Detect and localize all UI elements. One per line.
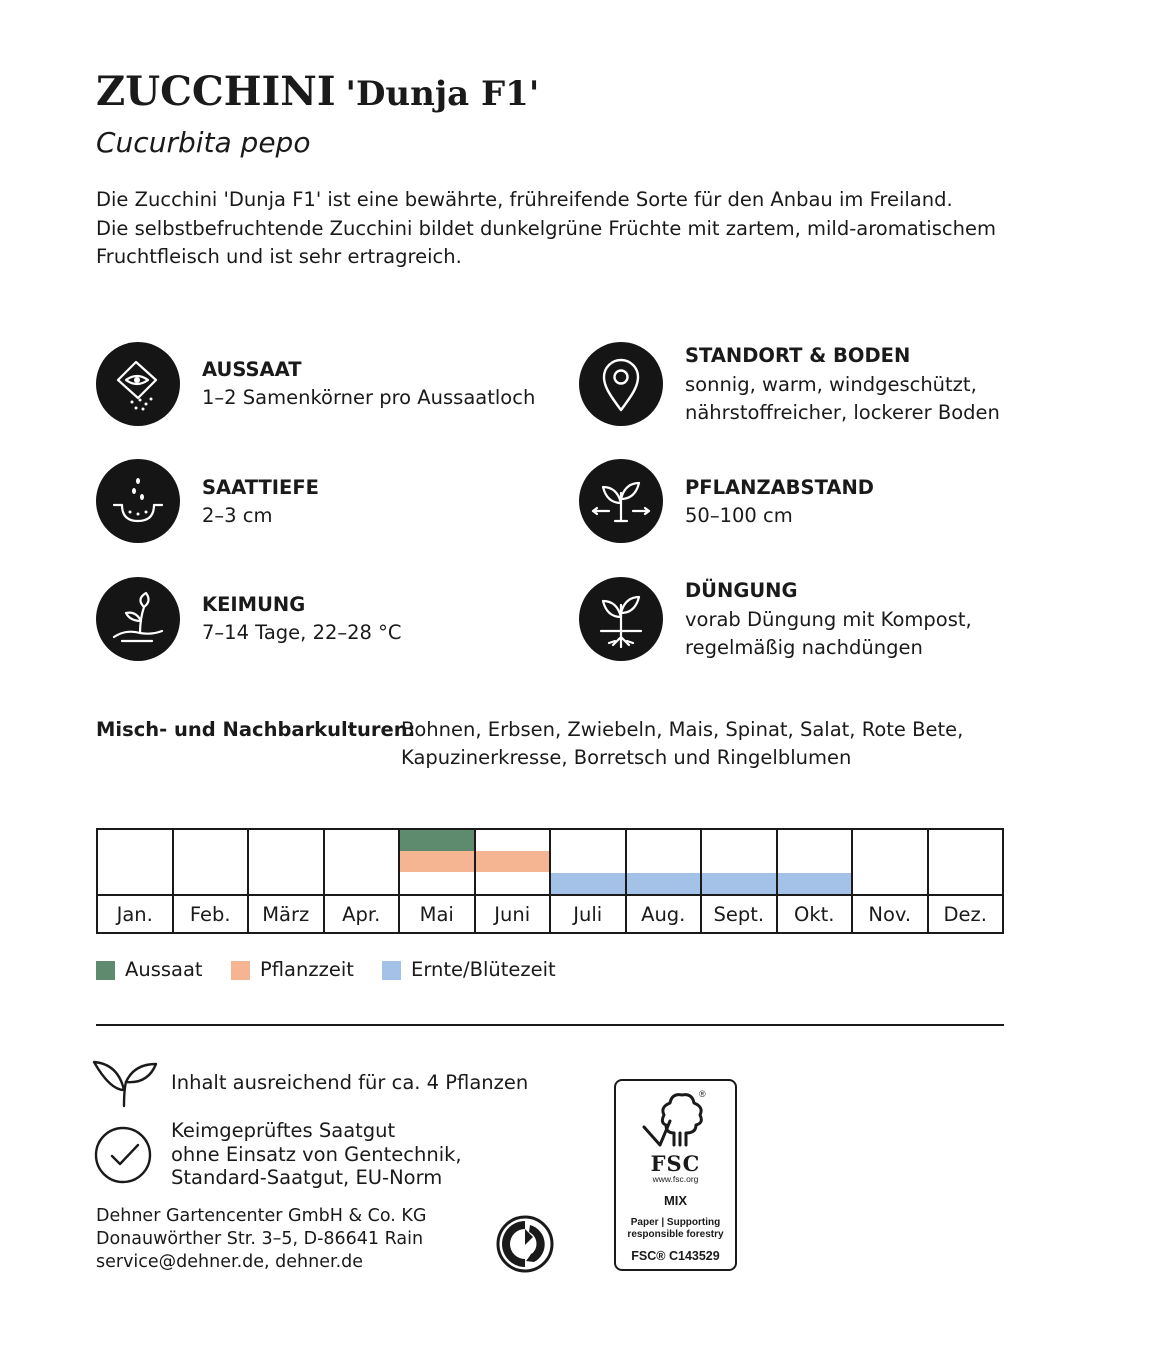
green-dot-icon — [496, 1215, 554, 1277]
calendar-cell — [777, 829, 853, 895]
legend-label: Aussaat — [125, 958, 203, 981]
location-pin-icon — [579, 342, 663, 426]
feature-value: sonnig, warm, windgeschützt, — [685, 373, 977, 396]
feature-pflanzabstand — [579, 459, 1029, 549]
address-line: Dehner Gartencenter GmbH & Co. KG — [96, 1206, 427, 1226]
feature-value: vorab Düngung mit Kompost, — [685, 608, 972, 631]
month-label: Juni — [475, 895, 551, 933]
fsc-code: FSC® C143529 — [631, 1249, 720, 1263]
calendar-bar-ernte — [702, 873, 776, 894]
calendar-cell — [701, 829, 777, 895]
companion-value: Bohnen, Erbsen, Zwiebeln, Mais, Spinat, Salat, Rote Bete, — [401, 718, 964, 741]
month-label: Juli — [550, 895, 626, 933]
calendar-bar-ernte — [551, 873, 625, 894]
feature-title: DÜNGUNG — [685, 579, 798, 602]
variety-name: 'Dunja F1' — [345, 74, 540, 114]
calendar-cell — [173, 829, 249, 895]
feature-value: 1–2 Samenkörner pro Aussaatloch — [202, 386, 536, 409]
feature-value: regelmäßig nachdüngen — [685, 636, 923, 659]
feature-duengung — [579, 577, 1029, 667]
feature-saattiefe — [96, 459, 546, 549]
address-line: Donauwörther Str. 3–5, D-86641 Rain — [96, 1229, 424, 1249]
fsc-mix: MIX — [663, 1193, 688, 1208]
fsc-paper — [616, 1217, 735, 1241]
seed-depth-icon — [96, 459, 180, 543]
content-note: Inhalt ausreichend für ca. 4 Pflanzen — [171, 1071, 529, 1094]
legend-swatch — [231, 961, 250, 980]
feature-standort — [579, 342, 1029, 432]
feature-aussaat — [96, 342, 546, 432]
plant-roots-icon — [579, 577, 663, 661]
calendar-bar-pflanzzeit — [400, 851, 474, 872]
month-label: Okt. — [777, 895, 853, 933]
feature-keimung — [96, 577, 546, 667]
feature-title: AUSSAAT — [202, 358, 302, 381]
feature-value: 2–3 cm — [202, 504, 273, 527]
legend-label: Ernte/Blütezeit — [411, 958, 556, 981]
feature-value: 7–14 Tage, 22–28 °C — [202, 621, 402, 644]
calendar-bar-aussaat — [400, 830, 474, 851]
quality-line: ohne Einsatz von Gentechnik, — [171, 1142, 462, 1166]
product-name: ZUCCHINI — [96, 68, 336, 115]
feature-title: KEIMUNG — [202, 593, 306, 616]
feature-value: nährstoffreicher, lockerer Boden — [685, 401, 1000, 424]
calendar-cell — [475, 829, 551, 895]
legend-swatch — [96, 961, 115, 980]
calendar-cell — [324, 829, 400, 895]
legend-swatch — [382, 961, 401, 980]
calendar-bar-ernte — [778, 873, 852, 894]
fsc-paper-line: responsible forestry — [627, 1229, 724, 1240]
calendar-cell — [928, 829, 1004, 895]
month-label: Mai — [399, 895, 475, 933]
address-line: service@dehner.de, dehner.de — [96, 1252, 364, 1272]
calendar-bar-pflanzzeit — [476, 851, 550, 872]
calendar-cell — [248, 829, 324, 895]
divider — [96, 1024, 1004, 1026]
sowing-calendar — [96, 828, 1004, 936]
companion-label: Misch- und Nachbarkulturen: — [96, 718, 416, 741]
leaves-icon — [90, 1056, 160, 1114]
calendar-cell — [626, 829, 702, 895]
product-title — [96, 68, 539, 115]
description-line: Die selbstbefruchtende Zucchini bildet dunkelgrüne Früchte mit zartem, mild-aromatischem — [96, 216, 996, 240]
month-label: Nov. — [852, 895, 928, 933]
feature-title: PFLANZABSTAND — [685, 476, 874, 499]
company-address — [96, 1205, 426, 1274]
description-line: Fruchtfleisch und ist sehr ertragreich. — [96, 245, 462, 268]
latin-name: Cucurbita pepo — [96, 126, 311, 159]
checkmark-circle-icon — [94, 1126, 154, 1190]
sprout-icon — [96, 577, 180, 661]
month-label: Feb. — [173, 895, 249, 933]
description — [96, 186, 1056, 272]
fsc-paper-line: Paper | Supporting — [630, 1217, 721, 1228]
description-line: Die Zucchini 'Dunja F1' ist eine bewährte, frühreifende Sorte für den Anbau im Freiland. — [96, 188, 953, 211]
seed-packet-icon — [96, 342, 180, 426]
month-label: Apr. — [324, 895, 400, 933]
calendar-cell — [852, 829, 928, 895]
fsc-url: www.fsc.org — [652, 1174, 699, 1184]
legend-label: Pflanzzeit — [260, 958, 354, 981]
fsc-label — [614, 1079, 737, 1271]
feature-value: 50–100 cm — [685, 504, 793, 527]
companion-value: Kapuzinerkresse, Borretsch und Ringelblumen — [401, 746, 852, 769]
feature-title: SAATTIEFE — [202, 476, 319, 499]
month-label: Aug. — [626, 895, 702, 933]
month-label: Jan. — [97, 895, 173, 933]
calendar-bar-ernte — [627, 873, 701, 894]
feature-title: STANDORT & BODEN — [685, 344, 911, 367]
month-label: Sept. — [701, 895, 777, 933]
month-label: März — [248, 895, 324, 933]
registered-mark: ® — [699, 1089, 706, 1099]
fsc-brand: FSC — [650, 1151, 701, 1176]
quality-line: Standard-Saatgut, EU-Norm — [171, 1166, 443, 1189]
quality-note — [171, 1119, 462, 1190]
quality-line: Keimgeprüftes Saatgut — [171, 1119, 396, 1142]
calendar-cell — [97, 829, 173, 895]
calendar-cell — [550, 829, 626, 895]
calendar-cell — [399, 829, 475, 895]
month-label: Dez. — [928, 895, 1004, 933]
plant-spacing-icon — [579, 459, 663, 543]
